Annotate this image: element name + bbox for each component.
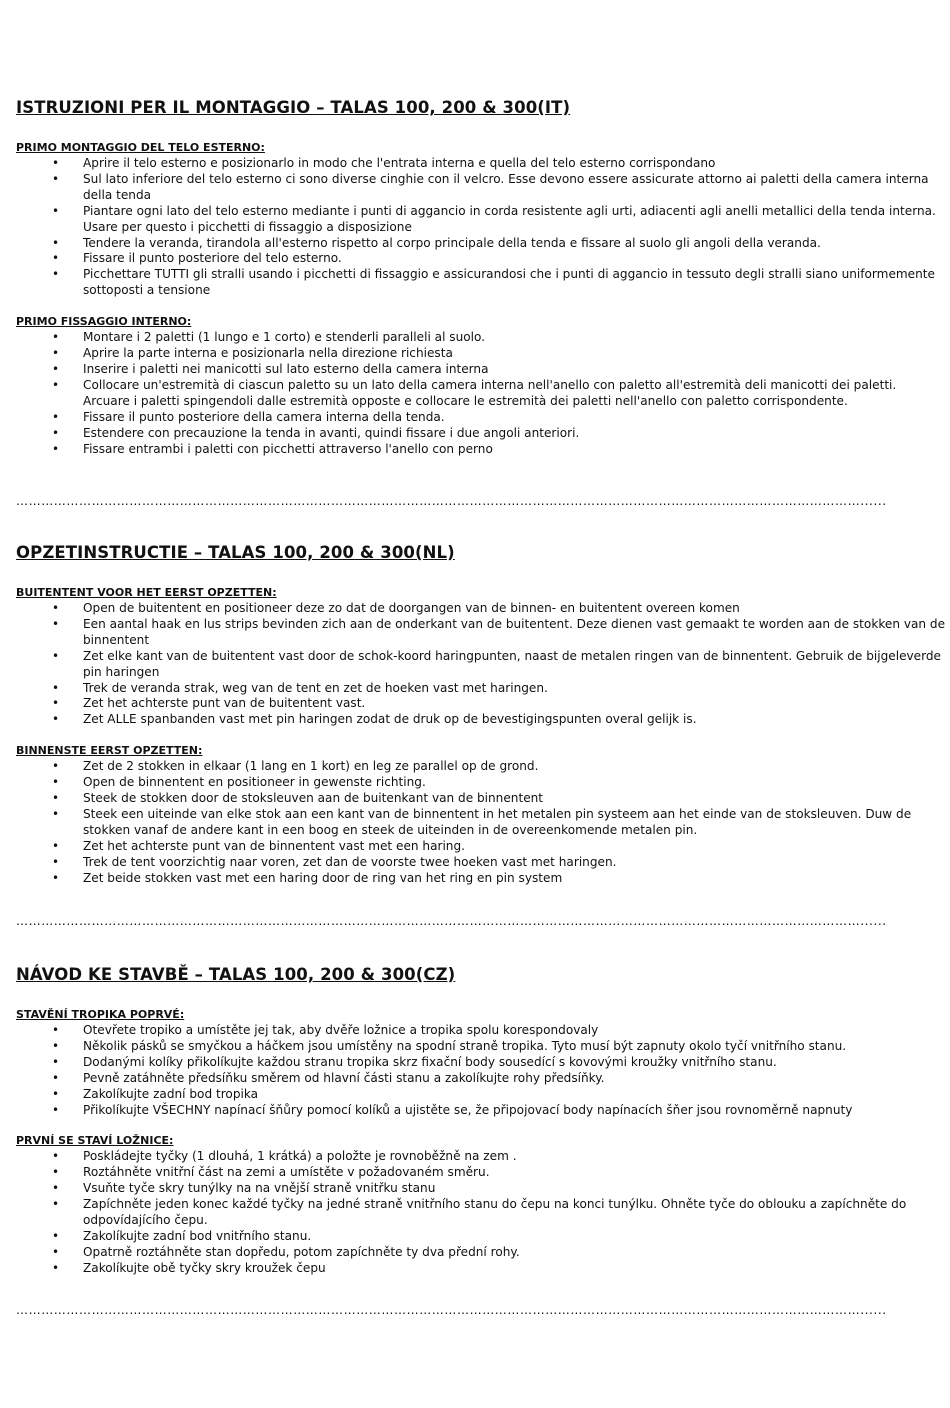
subheading-nl-outer: BUITENTENT VOOR HET EERST OPZETTEN: [16, 586, 277, 599]
list-cz-outer [16, 1023, 946, 1118]
list-item: • Open de buitentent en positioneer deze zo dat de doorgangen van de binnen- en buitentent overeen komen [16, 601, 946, 617]
list-item: • Picchettare TUTTI gli stralli usando i picchetti di fissaggio e assicurandosi che i punti di aggancio in tessuto degli stralli siano uniformemente sottoposti a tensione [16, 267, 946, 299]
list-item: • Zapíchněte jeden konec každé tyčky na jedné straně vnitřního stanu do čepu na konci tunýlku. Ohněte tyče do oblouku a zapíchněte do odpovídajícího čepu. [16, 1197, 946, 1229]
list-item: • Trek de veranda strak, weg van de tent en zet de hoeken vast met haringen. [16, 681, 946, 697]
list-item: • Zakolíkujte zadní bod tropika [16, 1087, 946, 1103]
list-item: • Roztáhněte vnitřní část na zemi a umístěte v požadovaném směru. [16, 1165, 946, 1181]
list-item: • Zet ALLE spanbanden vast met pin haringen zodat de druk op de bevestigingspunten overal gelijk is. [16, 712, 946, 728]
subheading-cz-outer: STAVĚNÍ TROPIKA POPRVÉ: [16, 1008, 185, 1021]
list-cz-inner [16, 1149, 946, 1276]
subheading-it-outer: PRIMO MONTAGGIO DEL TELO ESTERNO: [16, 141, 265, 154]
list-item: • Opatrně roztáhněte stan dopředu, potom zapíchněte ty dva přední rohy. [16, 1245, 946, 1261]
section-dutch [16, 543, 946, 887]
list-item: • Montare i 2 paletti (1 lungo e 1 corto) e stenderli paralleli al suolo. [16, 330, 946, 346]
dotted-separator: …………………………………………………………………………………………………………………………………………………………………………………...... [16, 494, 887, 508]
list-item: • Zet het achterste punt van de buitentent vast. [16, 696, 946, 712]
list-item: • Otevřete tropiko a umístěte jej tak, aby dvěře ložnice a tropika spolu korespondovaly [16, 1023, 946, 1039]
list-item: • Zakolíkujte obě tyčky skry kroužek čepu [16, 1261, 946, 1277]
spacer [16, 299, 946, 315]
list-nl-inner [16, 759, 946, 886]
list-item: • Fissare il punto posteriore della camera interna della tenda. [16, 410, 946, 426]
list-item: • Tendere la veranda, tirandola all'esterno rispetto al corpo principale della tenda e fissare al suolo gli angoli della veranda. [16, 236, 946, 252]
subheading-cz-inner: PRVNÍ SE STAVÍ LOŽNICE: [16, 1134, 174, 1148]
list-item: • Aprire il telo esterno e posizionarlo in modo che l'entrata interna e quella del telo esterno corrispondano [16, 156, 946, 172]
list-item: • Estendere con precauzione la tenda in avanti, quindi fissare i due angoli anteriori. [16, 426, 946, 442]
list-item: • Zet het achterste punt van de binnentent vast met een haring. [16, 839, 946, 855]
list-item: • Poskládejte tyčky (1 dlouhá, 1 krátká) a položte je rovnoběžně na zem . [16, 1149, 946, 1165]
list-item: • Zet de 2 stokken in elkaar (1 lang en 1 kort) en leg ze parallel op de grond. [16, 759, 946, 775]
list-item: • Dodanými kolíky přikolíkujte každou stranu tropika skrz fixační body sousedící s kovovými kroužky vnitřního stanu. [16, 1055, 946, 1071]
list-item: • Open de binnentent en positioneer in gewenste richting. [16, 775, 946, 791]
spacer [16, 1118, 946, 1134]
dotted-separator: …………………………………………………………………………………………………………………………………………………………………………………...... [16, 1303, 887, 1317]
dotted-separator: …………………………………………………………………………………………………………………………………………………………………………………...... [16, 914, 887, 928]
subheading-it-inner: PRIMO FISSAGGIO INTERNO: [16, 315, 192, 329]
spacer [16, 728, 946, 744]
list-item: • Zet beide stokken vast met een haring door de ring van het ring en pin system [16, 871, 946, 887]
list-item: • Pevně zatáhněte předsíňku směrem od hlavní části stanu a zakolíkujte rohy předsíňky. [16, 1071, 946, 1087]
list-item: • Vsuňte tyče skry tunýlky na na vnější straně vnitřku stanu [16, 1181, 946, 1197]
section-czech [16, 965, 946, 1277]
list-item: • Několik pásků se smyčkou a háčkem jsou umístěny na spodní straně tropika. Tyto musí být zapnuty okolo tyčí vnitřního stanu. [16, 1039, 946, 1055]
list-item: • Inserire i paletti nei manicotti sul lato esterno della camera interna [16, 362, 946, 378]
subheading-nl-inner: BINNENSTE EERST OPZETTEN: [16, 744, 203, 758]
list-item: • Piantare ogni lato del telo esterno mediante i punti di aggancio in corda resistente agli urti, adiacenti agli anelli metallici della tenda interna. Usare per questo i picchetti di fissaggio a disposizione [16, 204, 946, 236]
list-item: • Steek een uiteinde van elke stok aan een kant van de binnentent in het metalen pin systeem aan het einde van de stoksleuven. Duw de stokken vanaf de andere kant in een boog en steek de uiteinden in de overeenkomende metalen pin. [16, 807, 946, 839]
list-item: • Fissare il punto posteriore del telo esterno. [16, 251, 946, 267]
list-item: • Steek de stokken door de stoksleuven aan de buitenkant van de binnentent [16, 791, 946, 807]
list-item: • Aprire la parte interna e posizionarla nella direzione richiesta [16, 346, 946, 362]
section-title-cz: NÁVOD KE STAVBĚ – TALAS 100, 200 & 300(CZ) [16, 965, 456, 984]
list-item: • Trek de tent voorzichtig naar voren, zet dan de voorste twee hoeken vast met haringen. [16, 855, 946, 871]
list-nl-outer [16, 601, 946, 728]
list-item: • Sul lato inferiore del telo esterno ci sono diverse cinghie con il velcro. Esse devono essere assicurate attorno ai paletti della camera interna della tenda [16, 172, 946, 204]
section-title-it: ISTRUZIONI PER IL MONTAGGIO – TALAS 100, 200 & 300(IT) [16, 98, 571, 117]
list-it-outer [16, 156, 946, 299]
section-title-nl: OPZETINSTRUCTIE – TALAS 100, 200 & 300(NL) [16, 543, 455, 562]
list-it-inner [16, 330, 946, 457]
list-item: • Zakolíkujte zadní bod vnitřního stanu. [16, 1229, 946, 1245]
list-item: • Een aantal haak en lus strips bevinden zich aan de onderkant van de buitentent. Deze dienen vast gemaakt te worden aan de stokken van de binnentent [16, 617, 946, 649]
section-italian [16, 98, 946, 457]
list-item: • Zet elke kant van de buitentent vast door de schok-koord haringpunten, naast de metalen ringen van de binnentent. Gebruik de bijgeleverde pin haringen [16, 649, 946, 681]
list-item: • Přikolíkujte VŠECHNY napínací šňůry pomocí kolíků a ujistěte se, že připojovací body napínacích šňer jsou rovnoměrně napnuty [16, 1103, 946, 1119]
list-item: • Fissare entrambi i paletti con picchetti attraverso l'anello con perno [16, 442, 946, 458]
list-item: • Collocare un'estremità di ciascun paletto su un lato della camera interna nell'anello con paletto all'estremità deli manicotti dei paletti. Arcuare i paletti spingendoli dalle estremità opposte e collocare le estremità dei paletti nell'anello con paletto corrispondente. [16, 378, 946, 410]
